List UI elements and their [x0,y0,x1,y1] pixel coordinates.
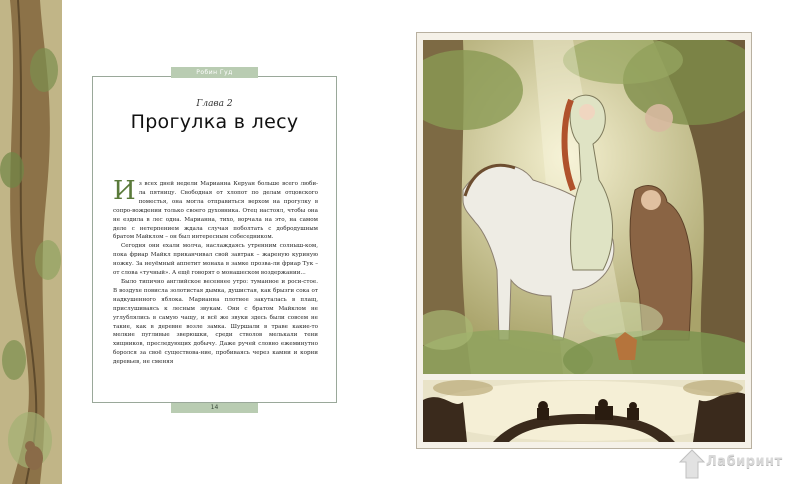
chapter-body-text [113,180,318,400]
main-illustration [423,40,745,374]
left-decorative-illustration [0,0,62,484]
paragraph-3: Было типично английское весеннее утро: туманное и роси-стое. В воздухе повисла золотистая дымка, душистая, как брызги сока от надкушенного яблока. Марианна плотнее закуталась в плащ, прислушиваясь к лесным звукам. Они с братом Майклом не углублялись в самую чащу, и всё же звуки здесь были совсем не такие, как в деревне возле замка. Шуршали в траве какие-то мелкие пугливые зверюшки, среди стволов мелькали тени хищников, преследующих добычу. Даже ручей словно ежеминутно боролся за своё существова-ние, пробиваясь через камни и корни деревьев, не сменяя [113,278,318,366]
drop-cap: И [113,180,136,206]
chapter-title: Прогулка в лесу [130,111,299,133]
page-number: 14 [171,403,258,413]
running-header: Робин Гуд [171,67,258,78]
watermark-text: Лабиринт [706,454,783,469]
chapter-label: Глава 2 [196,99,233,109]
paragraph-1 [113,180,318,242]
paragraph-1-text: з всех дней недели Марианна Керуан больше всего люби-ла пятницу. Свободная от хлопот по делам отцовского поместья, она могла отправиться верхом на прогулку в сопро-вождении только своего духовника. Отец настоял, чтобы она не ездила в лес одна. Марианна, тихо, ворчала на это, на самом деле с нетерпением ждала случая поболтать с добродушным братом Майклом – он был интересным собеседником. [113,181,318,241]
paragraph-2: Сегодня они ехали молча, наслаждаясь утренним солныш-ком, пока фриар Майкл приканчивал свой завтрак – жареную куриную ножку. За неуёмный аппетит монаха в замке прозва-ли фриар Тук – от слова «тучный». А ещё говорят о монашеском воздержании... [113,243,318,277]
labirint-logo-icon [678,448,706,480]
silhouette-illustration [423,380,745,442]
